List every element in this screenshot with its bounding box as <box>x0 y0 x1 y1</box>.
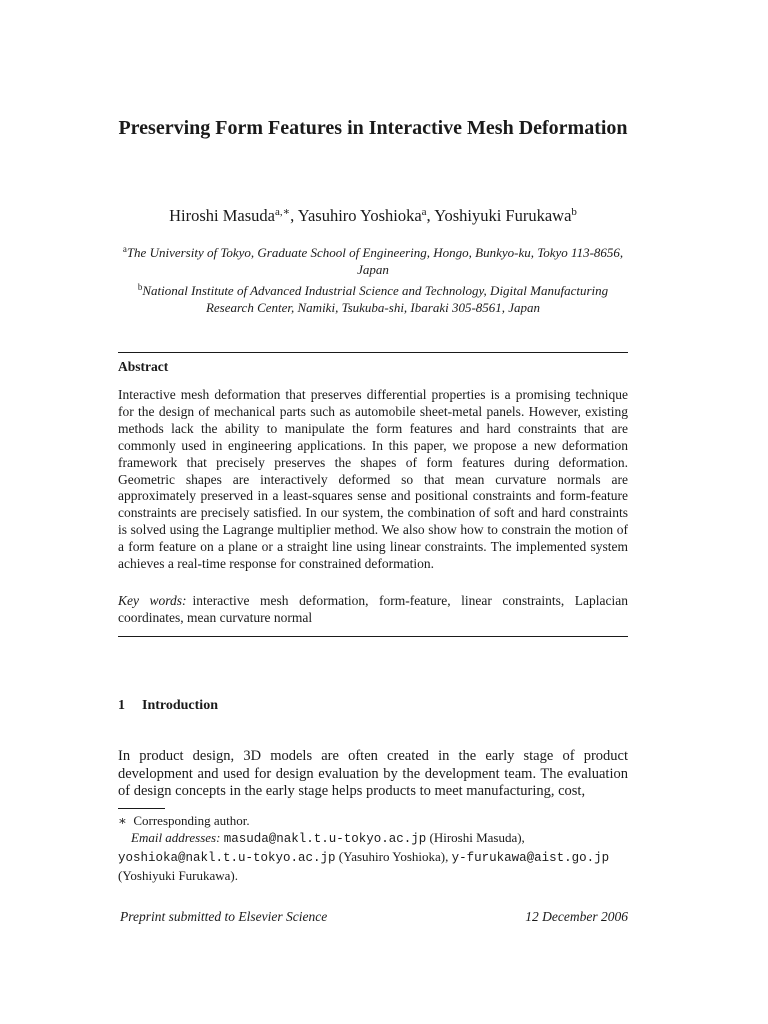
author-separator: , <box>426 206 435 225</box>
footer-preprint-note: Preprint submitted to Elsevier Science <box>120 909 328 924</box>
footnote-email-owner: (Yasuhiro Yoshioka), <box>338 849 449 864</box>
author-affiliation-mark: a,∗ <box>274 206 291 218</box>
keywords-text: interactive mesh deformation, form-feature, linear constraints, Laplacian coordinates, mean curvature normal <box>118 593 628 625</box>
keywords <box>118 593 628 627</box>
footer-date: 12 December 2006 <box>525 909 628 924</box>
affiliation-text: The University of Tokyo, Graduate School of Engineering, Hongo, Bunkyo-ku, Tokyo 113-8656, Japan <box>126 245 624 277</box>
section-heading <box>118 697 628 715</box>
author-separator: , <box>290 206 298 225</box>
affiliation-mark: b <box>137 282 143 292</box>
footnote-email[interactable]: yoshioka@nakl.t.u-tokyo.ac.jp <box>118 851 336 865</box>
section-title: Introduction <box>142 698 218 713</box>
affiliation-b <box>118 282 628 316</box>
abstract-bottom-rule <box>118 636 628 637</box>
footnote-corresponding <box>118 812 628 829</box>
author-list <box>118 206 628 226</box>
affiliation-text: National Institute of Advanced Industrial Science and Technology, Digital Manufacturing Research Center, Namiki, Tsukuba-shi, Ibaraki 305-8561, Japan <box>142 283 609 315</box>
affiliation-mark: a <box>122 244 127 254</box>
footnote-emails <box>118 829 628 884</box>
paper-title: Preserving Form Features in Interactive Mesh Deformation <box>118 117 628 139</box>
footnote-email-label: Email addresses: <box>131 830 221 845</box>
author-affiliation-mark: b <box>571 206 577 218</box>
author-affiliation-mark: a <box>421 206 427 218</box>
author-name: Yasuhiro Yoshioka <box>297 206 422 225</box>
footnote-email-owner: (Yoshiyuki Furukawa). <box>118 868 239 883</box>
author-name: Yoshiyuki Furukawa <box>434 206 572 225</box>
introduction-paragraph: In product design, 3D models are often created in the early stage of product development and used for design evaluation by the development team. The evaluation of design concepts in the early stage helps products to meet manufacturing, cost, <box>118 748 628 800</box>
footnote-email[interactable]: y-furukawa@aist.go.jp <box>451 851 610 865</box>
affiliation-a <box>118 244 628 278</box>
keywords-label: Key words: <box>118 593 187 608</box>
footnote <box>118 812 628 884</box>
abstract-heading: Abstract <box>118 359 169 374</box>
footnote-email-owner: (Hiroshi Masuda), <box>429 830 525 845</box>
author-name: Hiroshi Masuda <box>169 206 275 225</box>
page-footer <box>120 908 628 925</box>
footnote-corresponding-text: Corresponding author. <box>133 813 250 828</box>
abstract-body: Interactive mesh deformation that preserves differential properties is a promising technique for the design of mechanical parts such as automobile sheet-metal panels. However, existing methods lack the ability to manipulate the form features and hard constraints that are commonly used in engineering applications. In this paper, we propose a new deformation framework that precisely preserves the shapes of form features during deformation. Geometric shapes are interactively deformed so that mean curvature normals are approximately preserved in a least-squares sense and positional constraints and form-feature constraints are precisely satisfied. In our system, the combination of soft and hard constraints is solved using the Lagrange multiplier method. We also show how to constrain the motion of a form feature on a plane or a straight line using linear constraints. The implemented system achieves a real-time response for constrained deformation. <box>118 387 628 572</box>
footnote-email[interactable]: masuda@nakl.t.u-tokyo.ac.jp <box>223 832 427 846</box>
section-number: 1 <box>118 698 125 713</box>
footnote-rule <box>118 808 165 809</box>
abstract-top-rule <box>118 352 628 353</box>
footnote-mark: ∗ <box>118 813 127 828</box>
